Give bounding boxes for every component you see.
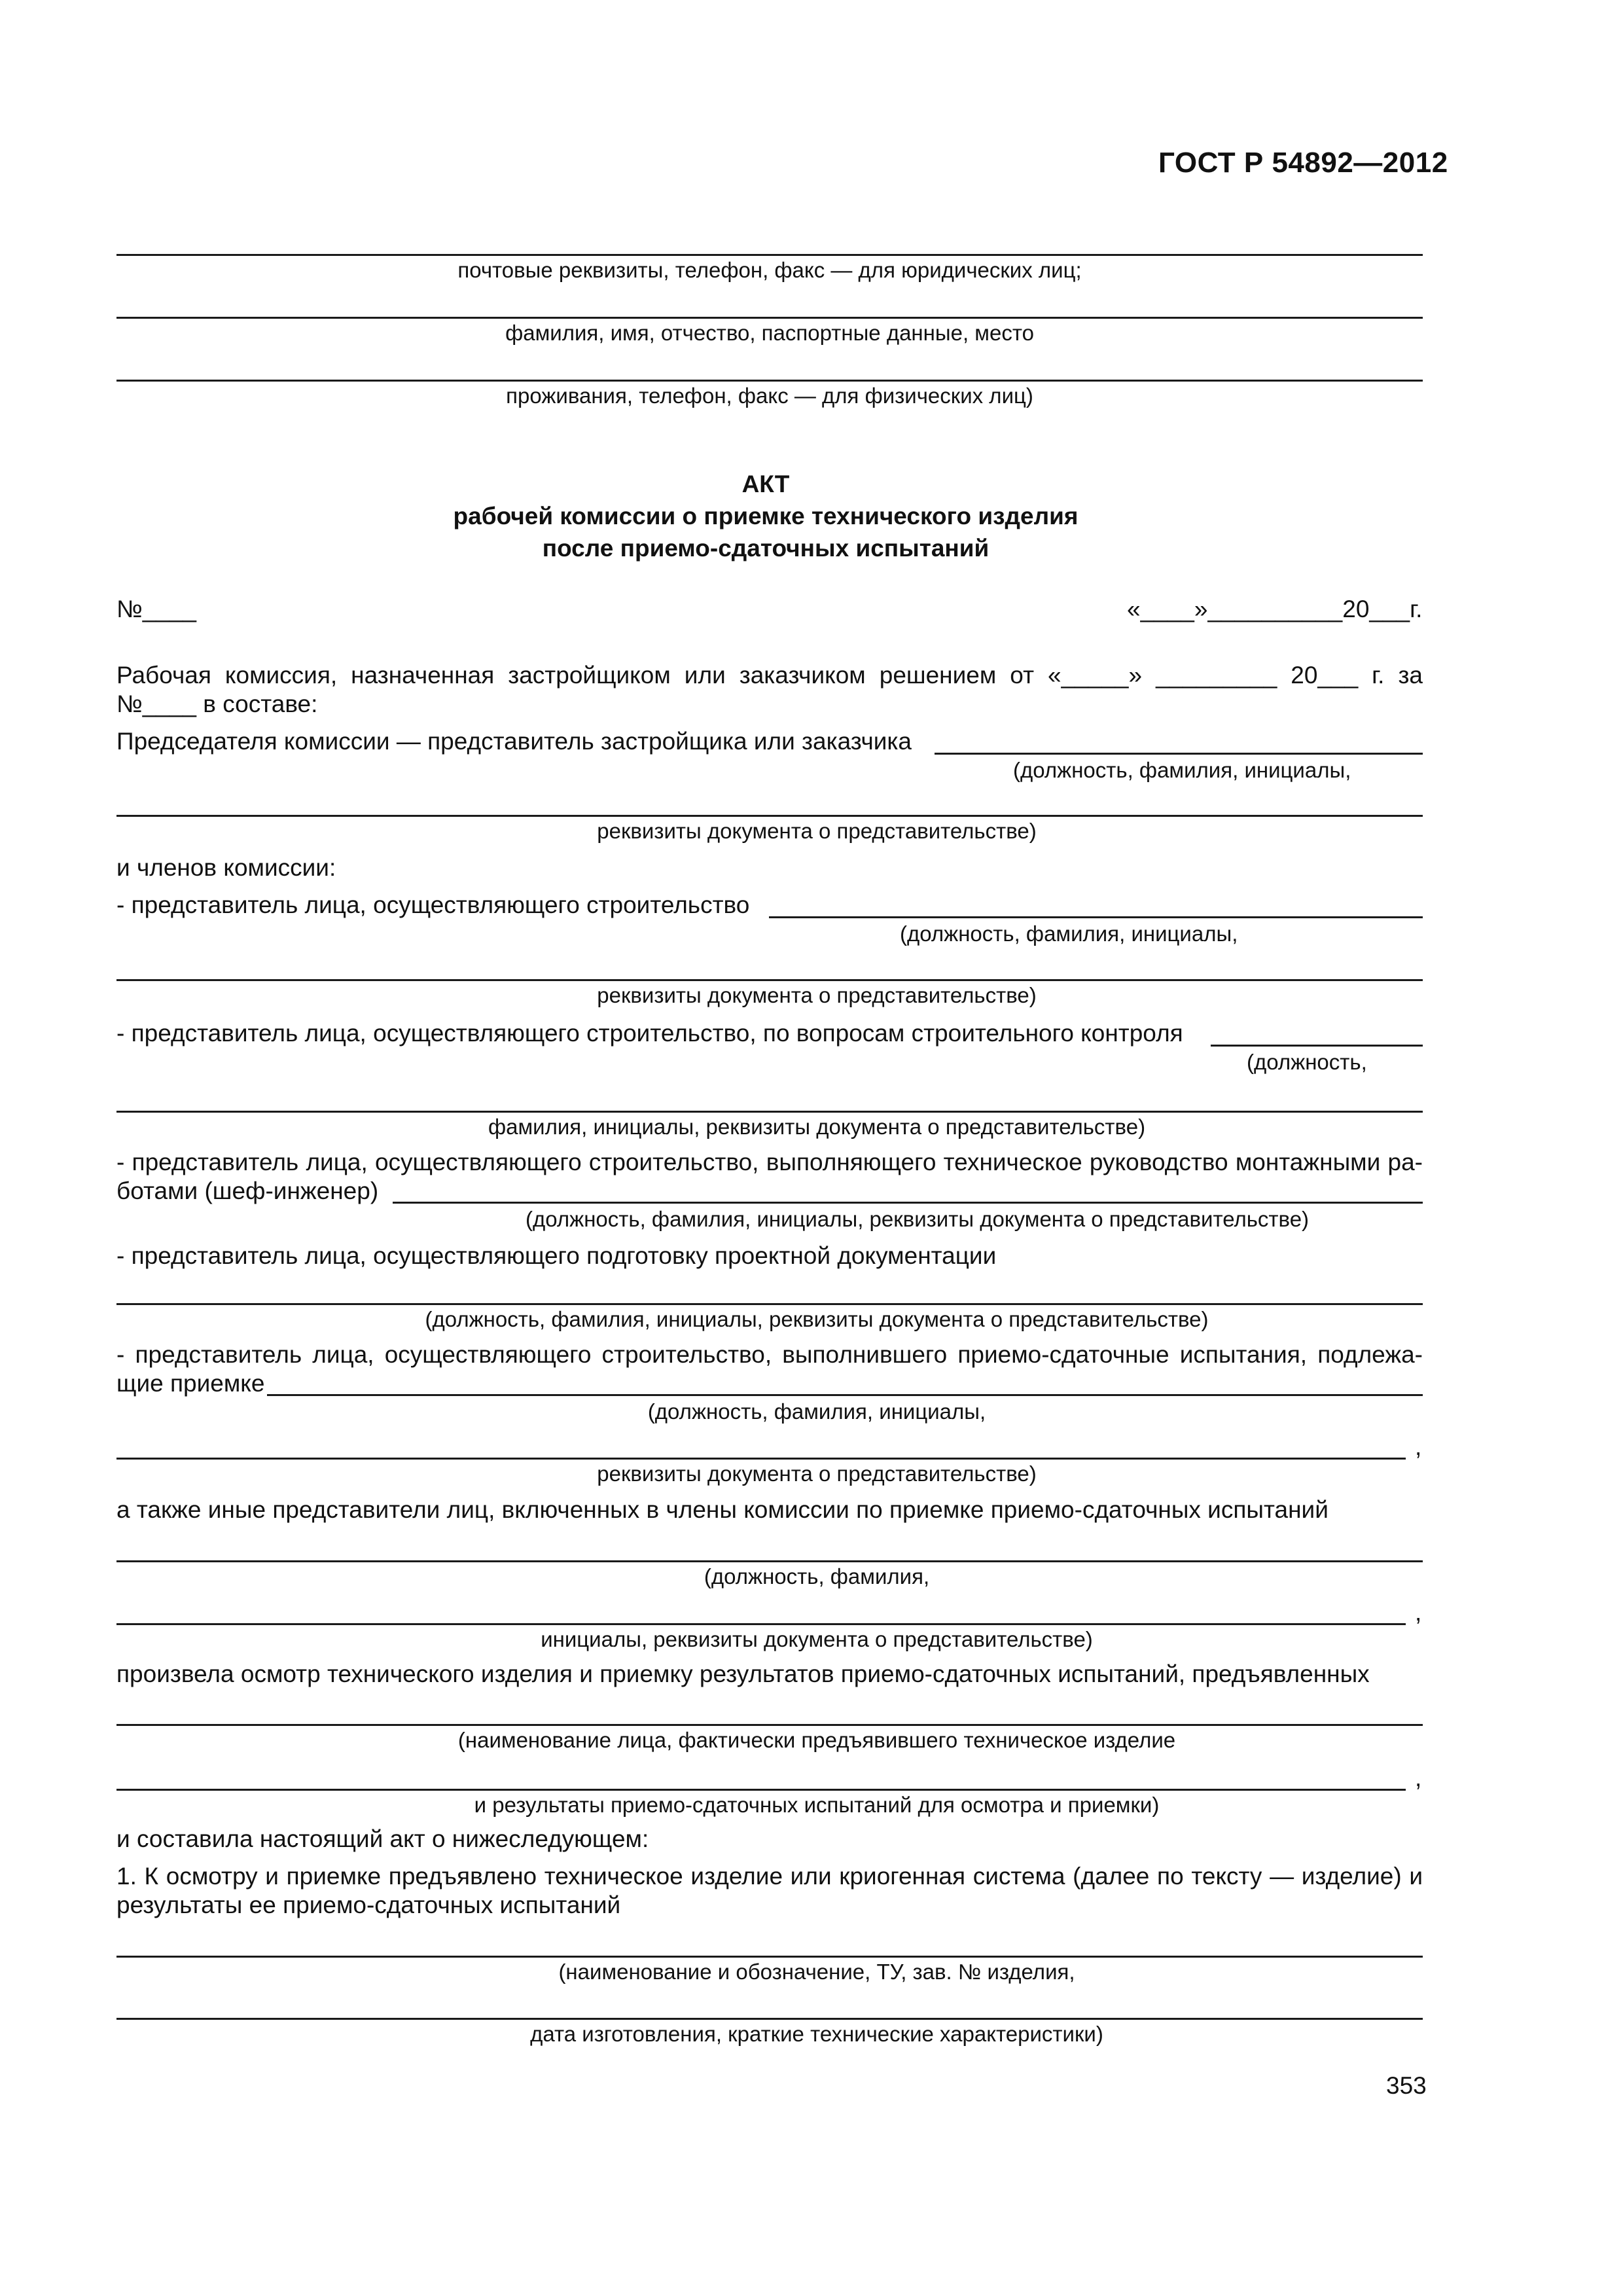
member-label: - представитель лица, осуществляющего строительство, выполнившего приемо-сдаточные испытания, подлежа-	[116, 1341, 1423, 1368]
member-label: ботами (шеф-инженер)	[116, 1177, 379, 1204]
member-label: - представитель лица, осуществляющего строительство, выполняющего техническое руководство монтажными ра-	[116, 1149, 1423, 1175]
item-1-text: результаты ее приемо-сдаточных испытаний	[116, 1892, 621, 1918]
fill-line	[1211, 1045, 1423, 1047]
members-label: и членов комиссии:	[116, 854, 336, 881]
member-label: - представитель лица, осуществляющего подготовку проектной документации	[116, 1242, 997, 1269]
blank-line	[116, 254, 1423, 256]
blank-line	[116, 1956, 1423, 1958]
blank-line	[116, 1560, 1423, 1562]
field-caption: дата изготовления, краткие технические характеристики)	[530, 2022, 1103, 2046]
member-label: - представитель лица, осуществляющего строительство, по вопросам строительного контроля	[116, 1020, 1183, 1047]
field-caption: инициалы, реквизиты документа о представительстве)	[541, 1627, 1093, 1651]
blank-line	[116, 815, 1423, 817]
blank-line	[116, 380, 1423, 382]
field-caption: (наименование лица, фактически предъявившего техническое изделие	[457, 1728, 1176, 1752]
item-1-text: 1. К осмотру и приемке предъявлено техническое изделие или криогенная система (далее по тексту — изделие) и	[116, 1863, 1423, 1890]
field-caption: реквизиты документа о представительстве)	[597, 819, 1037, 843]
field-caption: почтовые реквизиты, телефон, факс — для юридических лиц;	[457, 258, 1082, 282]
field-caption: проживания, телефон, факс — для физических лиц)	[506, 384, 1033, 408]
compiled-text: и составила настоящий акт о нижеследующем:	[116, 1825, 649, 1852]
trailing-comma: ,	[1415, 1433, 1422, 1460]
trailing-comma: ,	[1415, 1765, 1422, 1791]
member-label: - представитель лица, осуществляющего строительство	[116, 891, 750, 918]
others-label: а также иные представители лиц, включенных в члены комиссии по приемке приемо-сдаточных испытаний	[116, 1496, 1329, 1523]
field-caption: (должность, фамилия, инициалы, реквизиты документа о представительстве)	[526, 1207, 1310, 1231]
field-caption: (должность, фамилия, инициалы,	[1013, 758, 1351, 782]
intro-text: №____ в составе:	[116, 691, 318, 717]
field-caption: (наименование и обозначение, ТУ, зав. № изделия,	[558, 1960, 1075, 1984]
blank-line	[116, 1789, 1406, 1791]
field-caption: фамилия, имя, отчество, паспортные данные, место	[505, 321, 1034, 345]
blank-line	[116, 979, 1423, 981]
document-title: АКТ	[741, 471, 790, 497]
fill-line	[267, 1394, 1423, 1396]
document-standard-header: ГОСТ Р 54892—2012	[1158, 147, 1448, 179]
field-caption: (должность, фамилия,	[704, 1564, 930, 1588]
fill-line	[393, 1202, 1423, 1204]
field-caption: реквизиты документа о представительстве)	[597, 1462, 1037, 1486]
chairman-label: Председателя комиссии — представитель застройщика или заказчика	[116, 728, 912, 755]
fill-line	[935, 753, 1423, 755]
blank-line	[116, 2018, 1423, 2020]
blank-line	[116, 1111, 1423, 1113]
member-label: щие приемке	[116, 1370, 265, 1397]
inspection-text: произвела осмотр технического изделия и приемку результатов приемо-сдаточных испытаний, предъявленных	[116, 1660, 1370, 1687]
act-number: №____	[116, 596, 197, 622]
fill-line	[769, 916, 1423, 918]
field-caption: (должность, фамилия, инициалы,	[647, 1399, 986, 1424]
field-caption: реквизиты документа о представительстве)	[597, 983, 1037, 1007]
blank-line	[116, 1303, 1423, 1305]
act-date: «____»__________20___г.	[1127, 596, 1423, 622]
page-number: 353	[1386, 2072, 1427, 2099]
field-caption: и результаты приемо-сдаточных испытаний для осмотра и приемки)	[474, 1793, 1160, 1817]
blank-line	[116, 1458, 1406, 1460]
blank-line	[116, 1623, 1406, 1625]
trailing-comma: ,	[1415, 1599, 1422, 1626]
blank-line	[116, 1724, 1423, 1726]
field-caption: фамилия, инициалы, реквизиты документа о представительстве)	[488, 1115, 1146, 1139]
document-subtitle: после приемо-сдаточных испытаний	[542, 535, 990, 562]
document-subtitle: рабочей комиссии о приемке технического изделия	[453, 503, 1079, 529]
field-caption: (должность,	[1247, 1050, 1367, 1074]
blank-line	[116, 317, 1423, 319]
field-caption: (должность, фамилия, инициалы, реквизиты документа о представительстве)	[425, 1307, 1209, 1331]
intro-text: Рабочая комиссия, назначенная застройщиком или заказчиком решением от «_____» _________ 20___ г. за	[116, 662, 1423, 689]
field-caption: (должность, фамилия, инициалы,	[900, 922, 1238, 946]
